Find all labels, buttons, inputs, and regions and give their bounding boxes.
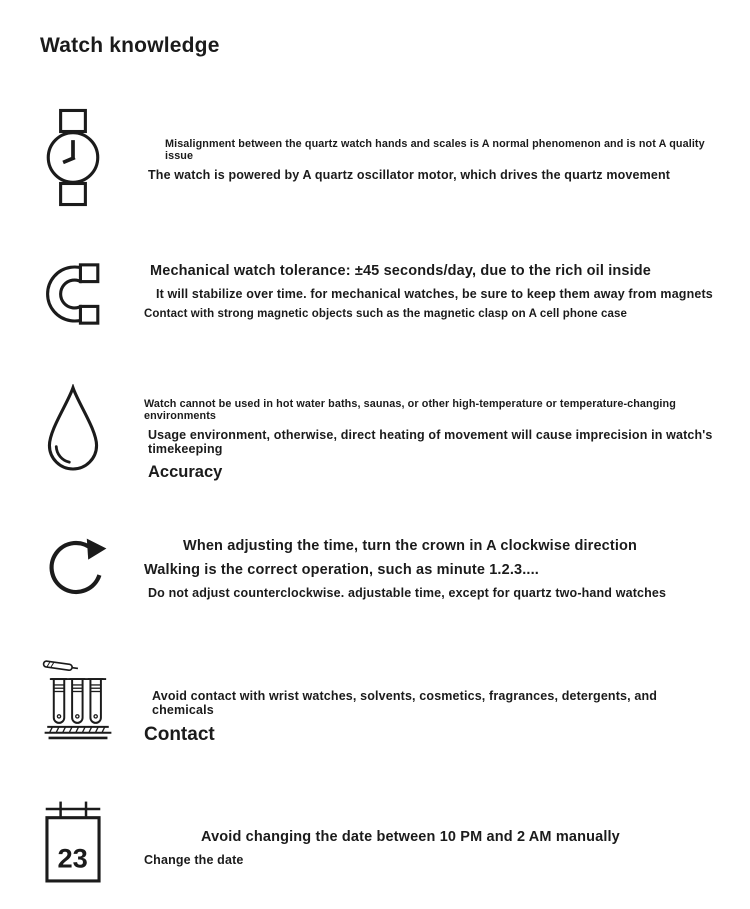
icon-column <box>40 799 144 891</box>
test-tubes-icon <box>42 657 114 743</box>
text-line: Change the date <box>144 853 244 867</box>
text-line: The watch is powered by A quartz oscillator motor, which drives the quartz movement <box>148 168 671 182</box>
text-line: Avoid contact with wrist watches, solvents, cosmetics, fragrances, detergents, and chemicals <box>152 689 658 717</box>
magnet-icon <box>42 263 104 325</box>
text-line: When adjusting the time, turn the crown in A clockwise direction <box>183 538 638 554</box>
text-line: Contact with strong magnetic objects such as the magnetic clasp on A cell phone case <box>144 308 627 320</box>
clockwise-arrow-icon <box>42 530 112 604</box>
icon-column <box>40 530 144 609</box>
wristwatch-icon <box>42 108 104 207</box>
section-quartz-movement <box>40 108 722 212</box>
section-heading-contact: Contact <box>144 724 215 745</box>
icon-column <box>40 384 144 479</box>
section-magnetism <box>40 263 722 330</box>
text-line: Walking is the correct operation, such as minute 1.2.3.... <box>144 562 539 578</box>
text-line: Misalignment between the quartz watch hands and scales is A normal phenomenon and is not A quality issue <box>165 138 705 162</box>
section-accuracy <box>40 384 722 482</box>
section-heading-accuracy: Accuracy <box>148 463 223 481</box>
section-chemical-contact <box>40 657 722 754</box>
text-line: Usage environment, otherwise, direct heating of movement will cause imprecision in watch's timekeeping <box>148 428 713 456</box>
page-title: Watch knowledge <box>40 34 220 57</box>
text-line: Mechanical watch tolerance: ±45 seconds/day, due to the rich oil inside <box>150 263 652 279</box>
water-drop-icon <box>42 384 104 474</box>
section-date-change <box>40 799 722 891</box>
icon-column <box>40 657 144 748</box>
text-line: It will stabilize over time. for mechanical watches, be sure to keep them away from magnets <box>156 287 713 301</box>
icon-column <box>40 263 144 330</box>
text-line: Do not adjust counterclockwise. adjustable time, except for quartz two-hand watches <box>148 586 667 600</box>
section-time-adjustment <box>40 530 722 609</box>
icon-column <box>40 108 144 212</box>
calendar-icon <box>42 799 104 886</box>
text-line: Avoid changing the date between 10 PM and 2 AM manually <box>201 829 620 845</box>
text-line: Watch cannot be used in hot water baths, saunas, or other high-temperature or temperature-changing environments <box>144 398 676 422</box>
calendar-day: 23 <box>57 842 88 874</box>
